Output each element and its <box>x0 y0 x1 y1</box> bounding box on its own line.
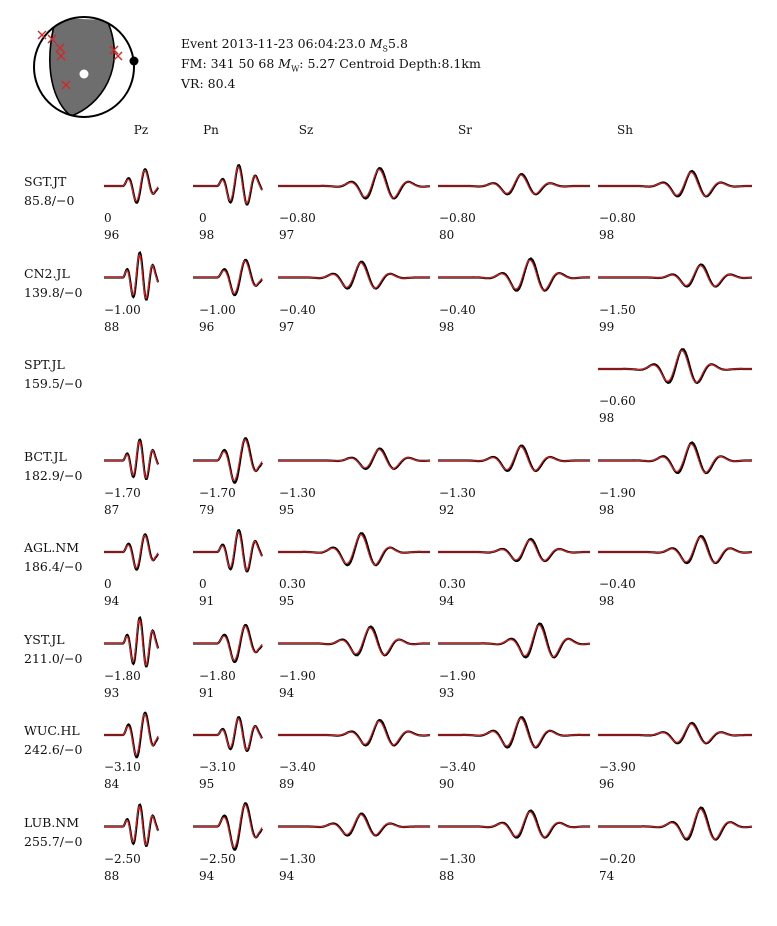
correlation-coefficient: 88 <box>104 868 120 883</box>
synthetic-waveform <box>278 535 430 565</box>
synthetic-waveform <box>278 721 430 745</box>
time-shift-and-correlation <box>599 759 636 793</box>
correlation-coefficient: 93 <box>439 685 455 700</box>
time-shift-and-correlation <box>599 576 636 610</box>
synthetic-waveform <box>438 447 590 471</box>
time-shift-and-correlation <box>279 851 316 885</box>
correlation-coefficient: 98 <box>599 594 615 608</box>
time-shift: 0.30 <box>439 577 466 591</box>
time-shift-and-correlation <box>279 668 316 702</box>
time-shift-and-correlation <box>104 576 119 610</box>
synthetic-waveform <box>104 536 158 568</box>
station-distance: 242.6/−0 <box>24 742 83 757</box>
time-shift: −1.80 <box>104 668 141 683</box>
time-shift: −1.70 <box>104 485 141 500</box>
correlation-coefficient: 98 <box>599 228 615 242</box>
synthetic-waveform <box>104 170 158 201</box>
correlation-coefficient: 98 <box>599 502 615 517</box>
time-shift-and-correlation <box>439 302 476 336</box>
station-name: AGL.NM <box>24 540 80 555</box>
station-name: BCT.JL <box>24 448 67 464</box>
time-shift: −0.80 <box>599 211 636 225</box>
correlation-coefficient: 97 <box>279 319 295 334</box>
correlation-coefficient: 96 <box>599 777 615 791</box>
synthetic-waveform <box>598 266 752 287</box>
synthetic-waveform <box>278 170 430 199</box>
time-shift-and-correlation <box>279 759 316 793</box>
time-shift-and-correlation <box>439 576 466 610</box>
correlation-coefficient: 93 <box>104 685 120 700</box>
time-shift: −1.90 <box>439 668 476 683</box>
time-shift-and-correlation <box>439 851 476 885</box>
time-shift: −0.80 <box>439 211 476 225</box>
time-shift: −1.30 <box>439 851 476 866</box>
time-shift-and-correlation <box>599 393 636 427</box>
time-shift-and-correlation <box>279 210 316 244</box>
time-shift: −1.30 <box>439 485 476 500</box>
synthetic-waveform <box>278 628 430 655</box>
column-header-pn: Pn <box>203 123 219 137</box>
time-shift-and-correlation <box>599 302 636 336</box>
correlation-coefficient: 94 <box>104 594 120 608</box>
correlation-coefficient: 92 <box>439 502 455 517</box>
time-shift: 0 <box>104 577 112 591</box>
column-header-sh: Sh <box>617 123 633 137</box>
time-shift: −1.90 <box>599 485 636 500</box>
correlation-coefficient: 95 <box>199 777 215 791</box>
time-shift-and-correlation <box>199 302 236 336</box>
correlation-coefficient: 87 <box>104 502 120 517</box>
fm-suffix-text: : 5.27 Centroid Depth:8.1km <box>299 56 481 71</box>
correlation-coefficient: 88 <box>439 868 455 883</box>
time-shift: −1.00 <box>104 302 141 317</box>
station-label <box>24 447 82 485</box>
synthetic-waveform <box>598 444 752 472</box>
time-shift: −1.70 <box>199 485 236 500</box>
station-distance: 159.5/−0 <box>24 376 83 391</box>
time-shift-and-correlation <box>279 576 306 610</box>
correlation-coefficient: 96 <box>104 228 120 242</box>
observed-waveform <box>598 723 752 743</box>
synthetic-waveform <box>438 719 590 747</box>
time-shift-and-correlation <box>439 210 476 244</box>
time-shift: −3.40 <box>439 760 476 774</box>
correlation-coefficient: 95 <box>279 502 295 517</box>
ms-label: M <box>369 36 383 51</box>
station-distance: 139.8/−0 <box>24 284 83 300</box>
mw-subscript: W <box>291 64 300 74</box>
ms-subscript: S <box>382 44 389 54</box>
synthetic-waveform <box>278 450 430 469</box>
correlation-coefficient: 84 <box>104 777 120 791</box>
station-label <box>24 264 82 302</box>
correlation-coefficient: 79 <box>199 502 215 517</box>
observed-waveform <box>598 443 752 474</box>
mw-label: M <box>278 56 292 71</box>
time-shift: −1.50 <box>599 302 636 317</box>
correlation-coefficient: 94 <box>199 868 215 883</box>
synthetic-waveform <box>598 351 752 383</box>
correlation-coefficient: 94 <box>439 594 455 608</box>
fm-text: FM: 341 50 68 <box>181 56 279 71</box>
column-header-sz: Sz <box>298 123 314 137</box>
time-shift-and-correlation <box>599 210 636 244</box>
vr-text: VR: 80.4 <box>181 76 236 91</box>
station-distance: 211.0/−0 <box>24 650 83 666</box>
correlation-coefficient: 96 <box>199 319 215 334</box>
station-label <box>24 721 82 759</box>
time-shift-and-correlation <box>104 851 141 885</box>
correlation-coefficient: 74 <box>599 868 615 883</box>
time-shift: −0.40 <box>599 577 636 591</box>
correlation-coefficient: 94 <box>279 685 295 700</box>
time-shift-and-correlation <box>199 485 236 519</box>
time-shift-and-correlation <box>199 210 214 244</box>
correlation-coefficient: 91 <box>199 594 215 608</box>
time-shift: 0 <box>104 211 112 225</box>
synthetic-waveform <box>438 812 590 837</box>
time-shift-and-correlation <box>104 759 141 793</box>
time-shift: −3.40 <box>279 760 316 774</box>
synthetic-waveform <box>438 175 590 194</box>
time-shift: −2.50 <box>104 851 141 866</box>
station-label <box>24 538 82 576</box>
correlation-coefficient: 98 <box>599 411 615 425</box>
correlation-coefficient: 80 <box>439 228 455 242</box>
time-shift: 0.30 <box>279 577 306 591</box>
time-shift-and-correlation <box>104 485 141 519</box>
time-shift: 0 <box>199 211 207 225</box>
column-header-pz: Pz <box>133 123 149 137</box>
time-shift-and-correlation <box>199 759 236 793</box>
ms-value: 5.8 <box>388 36 408 51</box>
correlation-coefficient: 88 <box>104 319 120 334</box>
synthetic-waveform <box>438 260 590 290</box>
synthetic-waveform <box>438 625 590 657</box>
time-shift-and-correlation <box>599 485 636 519</box>
observed-waveform <box>278 627 430 656</box>
time-shift: −0.40 <box>279 302 316 317</box>
time-shift-and-correlation <box>104 210 119 244</box>
time-shift: −1.30 <box>279 485 316 500</box>
correlation-coefficient: 94 <box>279 868 295 883</box>
time-shift-and-correlation <box>199 576 214 610</box>
station-label <box>24 172 74 210</box>
time-shift: −1.90 <box>279 668 316 683</box>
station-name: SGT.JT <box>24 174 67 189</box>
station-distance: 182.9/−0 <box>24 467 83 483</box>
correlation-coefficient: 99 <box>599 319 615 334</box>
synthetic-waveform <box>278 263 430 288</box>
station-distance: 255.7/−0 <box>24 833 83 849</box>
time-shift: −0.60 <box>599 394 636 408</box>
station-name: CN2.JL <box>24 265 70 281</box>
station-name: WUC.HL <box>24 723 80 738</box>
station-name: LUB.NM <box>24 814 80 830</box>
correlation-coefficient: 98 <box>439 319 455 334</box>
time-shift-and-correlation <box>439 668 476 702</box>
station-label <box>24 630 82 668</box>
time-shift-and-correlation <box>104 302 141 336</box>
synthetic-waveform <box>598 537 752 562</box>
station-distance: 85.8/−0 <box>24 193 75 208</box>
correlation-coefficient: 95 <box>279 594 295 608</box>
synthetic-waveform <box>104 714 158 755</box>
synthetic-waveform <box>598 172 752 196</box>
observed-waveform <box>438 811 590 838</box>
time-shift: 0 <box>199 577 207 591</box>
time-shift-and-correlation <box>439 759 476 793</box>
time-shift: −3.10 <box>199 760 236 774</box>
time-shift-and-correlation <box>599 851 636 885</box>
time-shift: −2.50 <box>199 851 236 866</box>
observed-waveform <box>598 171 752 196</box>
time-shift: −1.00 <box>199 302 236 317</box>
observed-waveform <box>438 259 590 291</box>
time-shift: −0.40 <box>439 302 476 317</box>
time-shift: −3.10 <box>104 760 141 774</box>
correlation-coefficient: 97 <box>279 228 295 242</box>
time-shift-and-correlation <box>104 668 141 702</box>
time-shift-and-correlation <box>199 851 236 885</box>
time-shift-and-correlation <box>199 668 236 702</box>
time-shift: −1.80 <box>199 668 236 683</box>
station-name: SPT.JL <box>24 357 65 372</box>
station-distance: 186.4/−0 <box>24 559 83 574</box>
time-shift-and-correlation <box>439 485 476 519</box>
time-shift: −0.20 <box>599 851 636 866</box>
time-shift: −1.30 <box>279 851 316 866</box>
time-shift: −3.90 <box>599 760 636 774</box>
correlation-coefficient: 89 <box>279 777 295 791</box>
synthetic-waveform <box>598 809 752 839</box>
station-label <box>24 355 82 393</box>
correlation-coefficient: 98 <box>199 228 215 242</box>
time-shift: −0.80 <box>279 211 316 225</box>
station-name: YST.JL <box>24 631 65 647</box>
event-text: Event 2013-11-23 06:04:23.0 <box>181 36 370 51</box>
time-shift-and-correlation <box>279 302 316 336</box>
column-header-sr: Sr <box>458 123 472 137</box>
time-shift-and-correlation <box>279 485 316 519</box>
station-label <box>24 813 82 851</box>
correlation-coefficient: 90 <box>439 777 455 791</box>
correlation-coefficient: 91 <box>199 685 215 700</box>
observed-waveform <box>438 539 590 561</box>
synthetic-waveform <box>278 815 430 836</box>
